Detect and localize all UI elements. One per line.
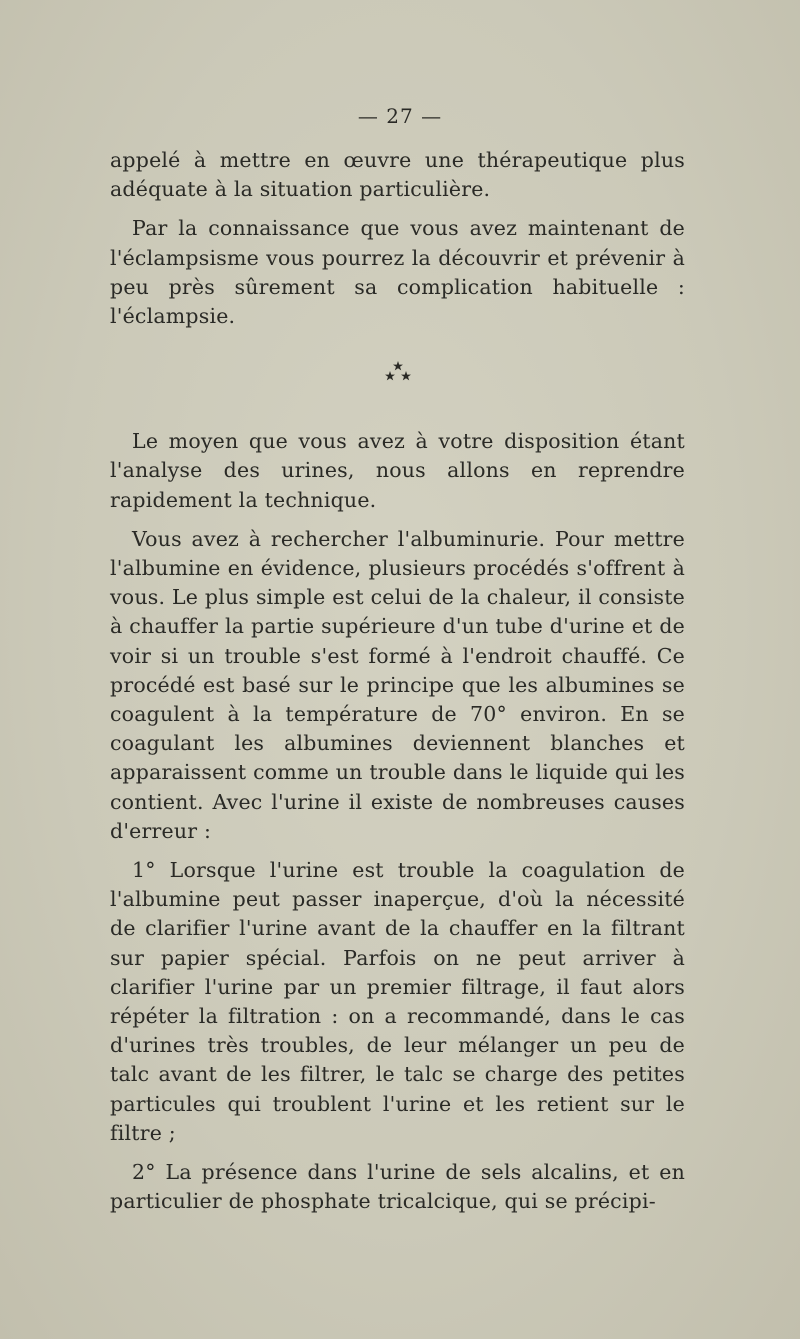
paragraph-3: Le moyen que vous avez à votre disposition étant l'analyse des urines, nous allons en reprendre rapidement la technique. <box>110 429 685 512</box>
asterism-divider <box>110 341 685 419</box>
asterism-icon <box>384 359 412 383</box>
paragraph-1: appelé à mettre en œuvre une thérapeutique plus adéquate à la situation particulière. <box>110 148 685 202</box>
paragraph-5: 1° Lorsque l'urine est trouble la coagulation de l'albumine peut passer inaperçue, d'où la nécessité de clarifier l'urine avant de la chauffer en la filtrant sur papier spécial. Parfois on ne peut arriver à clarifier l'urine par un premier filtrage, il faut alors répéter la filtration : on a recommandé, dans le cas d'urines très troubles, de leur mélanger un peu de talc avant de les filtrer, le talc se charge des petites particules qui troublent l'urine et les retient sur le filtre ; <box>110 858 685 1145</box>
body-text <box>110 146 685 1227</box>
paragraph-2: Par la connaissance que vous avez maintenant de l'éclampsisme vous pourrez la découvrir et prévenir à peu près sûrement sa complication habituelle : l'éclampsie. <box>110 216 685 329</box>
page-number: — 27 — <box>357 104 443 128</box>
paragraph-6: 2° La présence dans l'urine de sels alcalins, et en particulier de phosphate tricalcique, qui se précipi- <box>110 1160 685 1214</box>
paragraph-4: Vous avez à rechercher l'albuminurie. Pour mettre l'albumine en évidence, plusieurs procédés s'offrent à vous. Le plus simple est celui de la chaleur, il consiste à chauffer la partie supérieure d'un tube d'urine et de voir si un trouble s'est formé à l'endroit chauffé. Ce procédé est basé sur le principe que les albumines se coagulent à la température de 70° environ. En se coagulant les albumines deviennent blanches et apparaissent comme un trouble dans le liquide qui les contient. Avec l'urine il existe de nombreuses causes d'erreur : <box>110 526 685 843</box>
